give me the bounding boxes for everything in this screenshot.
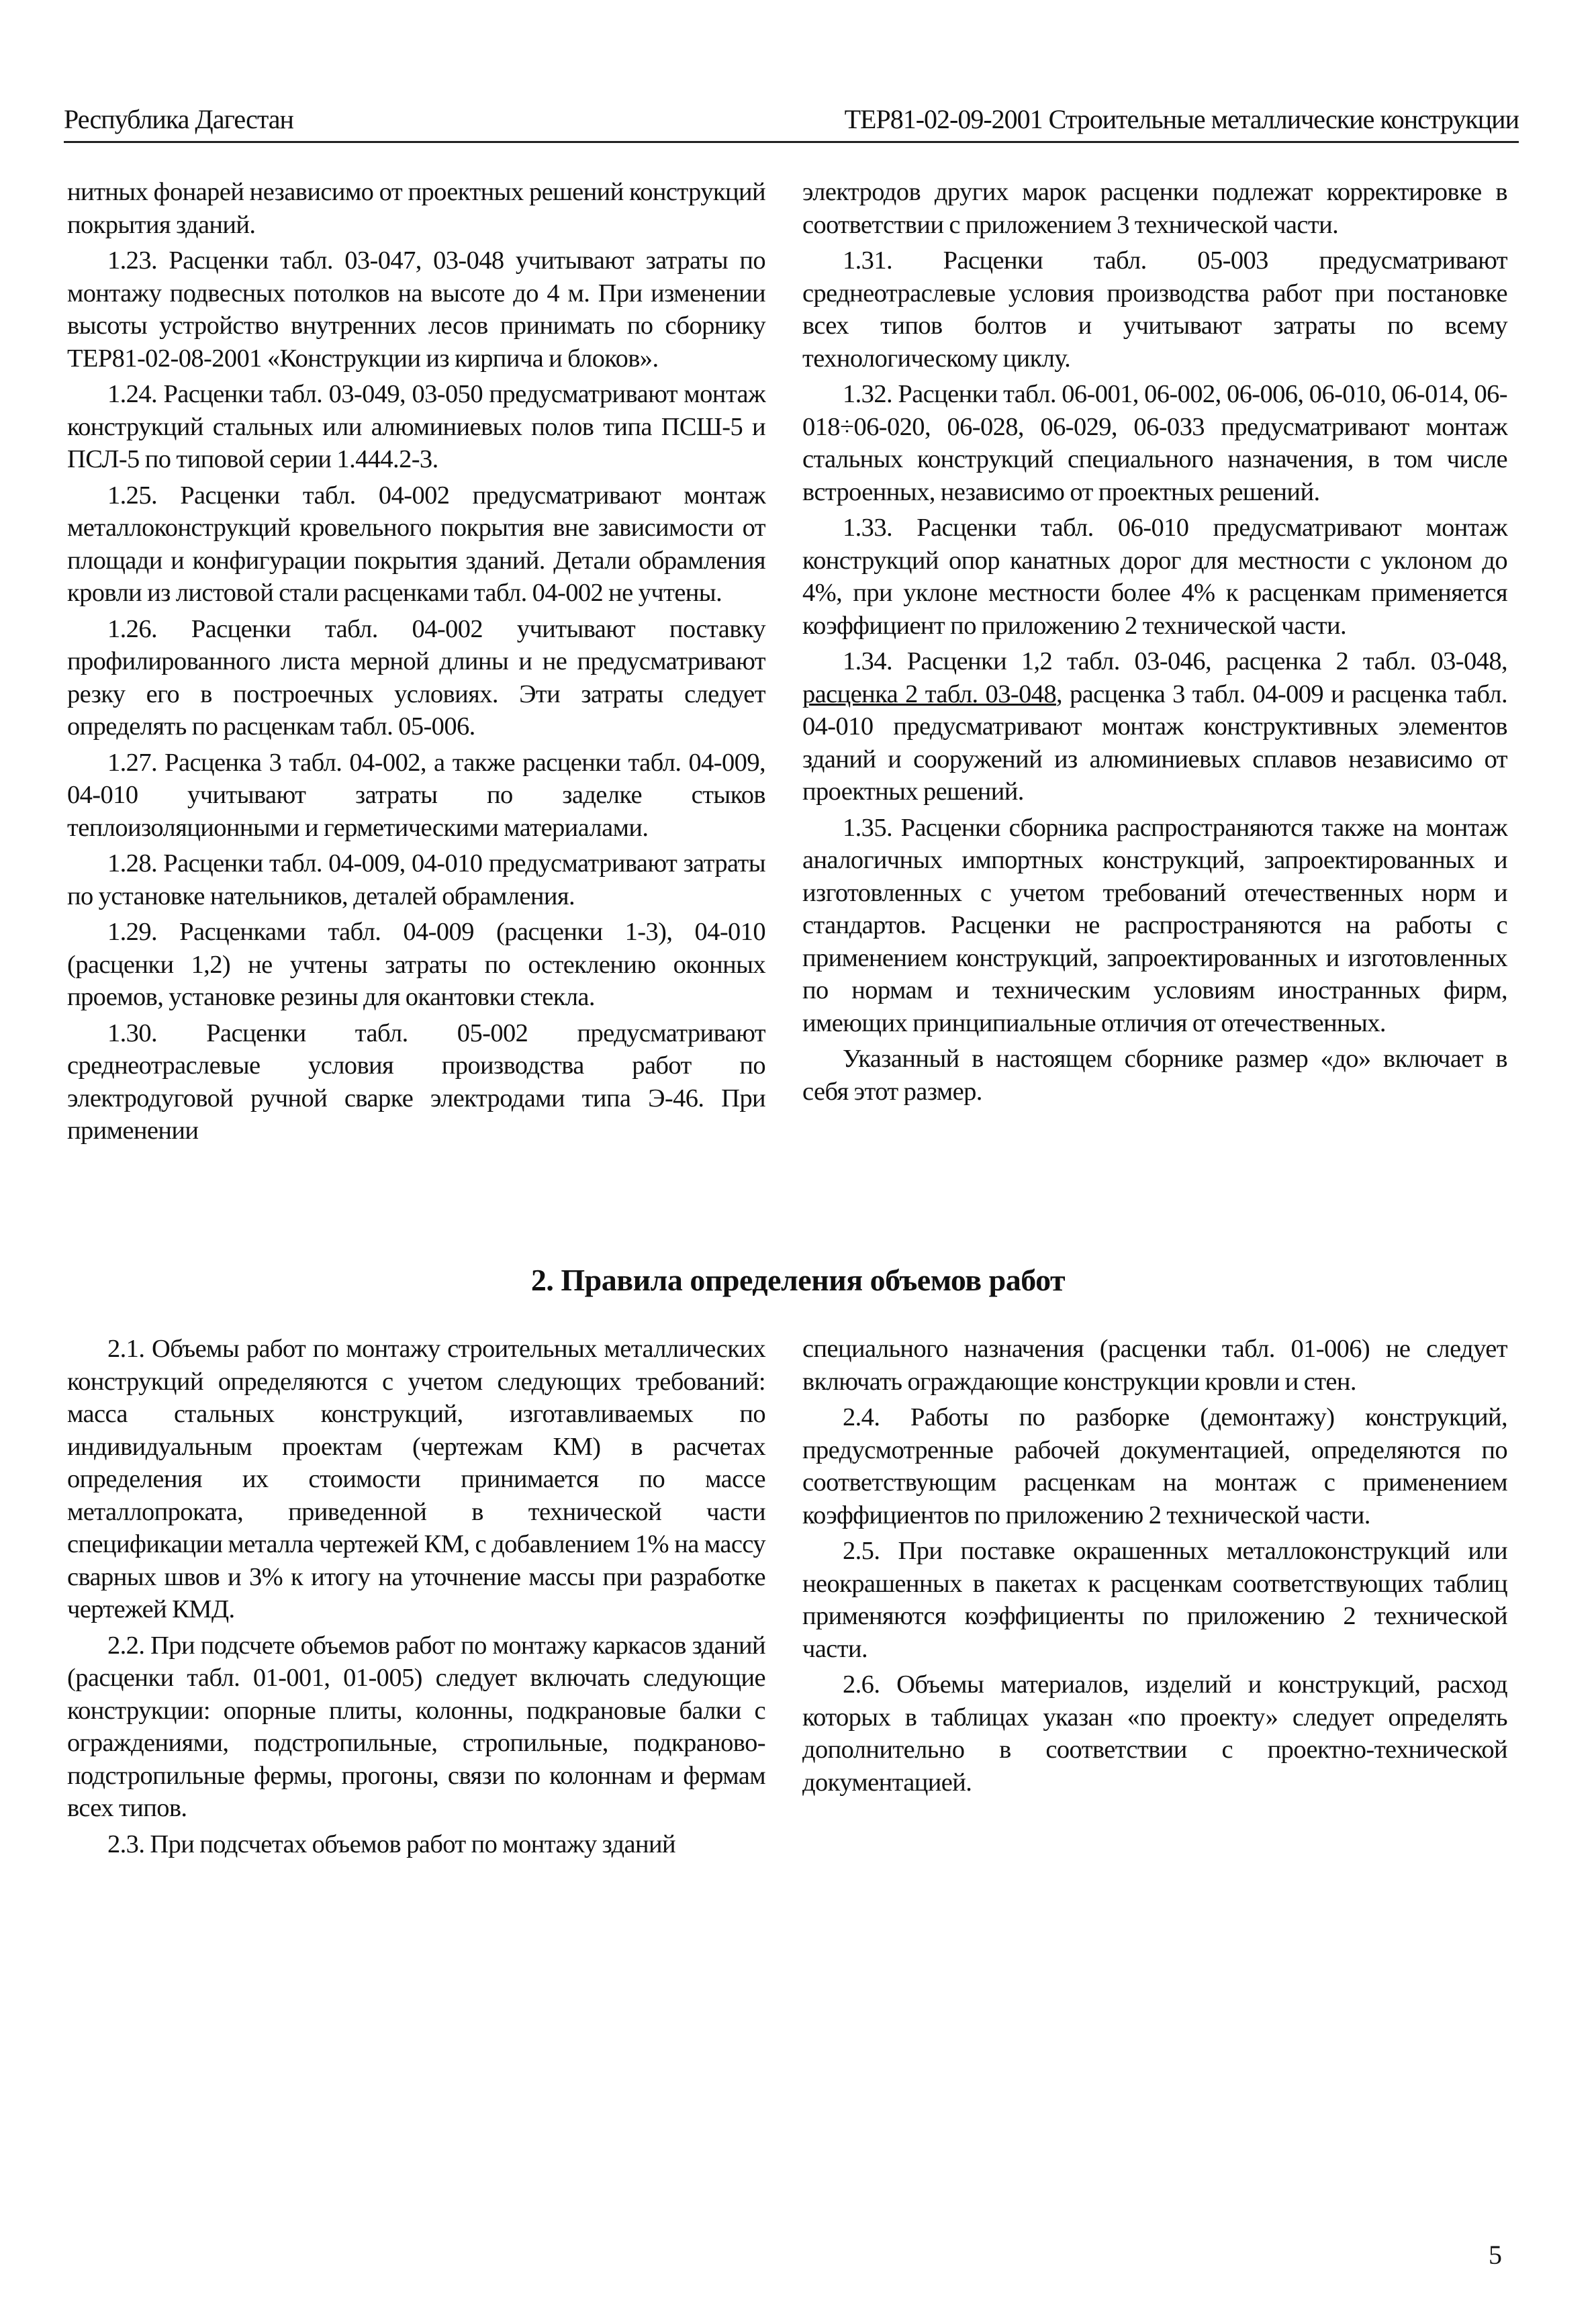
header-document-title: ТЕР81-02-09-2001 Строительные металлические конструкции (844, 104, 1519, 134)
paragraph-2-3: 2.3. При подсчетах объемов работ по монтажу зданий (107, 1830, 675, 1858)
paragraph-1-28: 1.28. Расценки табл. 04-009, 04-010 предусматривают затраты по установке нательников, деталей обрамления. (67, 849, 765, 910)
paragraph-1-24: 1.24. Расценки табл. 03-049, 03-050 предусматривают монтаж конструкций стальных или алюминиевых полов типа ПСШ-5 и ПСЛ-5 по типовой серии 1.444.2-3. (67, 380, 765, 473)
paragraph-1-35: 1.35. Расценки сборника распространяются также на монтаж аналогичных импортных конструкций, запроектированных и изготовленных с учетом требований отечественных норм и стандартов. Расценки не распространяются на работы с применением конструкций, запроектированных и изготовленных по нормам и техническим условиям иностранных фирм, имеющих принципиальные отличия от отечественных. (802, 813, 1507, 1037)
bottom-left-column (67, 1333, 765, 1864)
paragraph-2-2: 2.2. При подсчете объемов работ по монтажу каркасов зданий (расценки табл. 01-001, 01-005) следует включать следующие конструкции: опорные плиты, колонны, подкрановые балки с ограждениями, подстропильные, стропильные, подкраново-подстропильные фермы, прогоны, связи по колоннам и фермам всех типов. (67, 1631, 765, 1822)
paragraph-1-31: 1.31. Расценки табл. 05-003 предусматривают среднеотраслевые условия производства работ при постановке всех типов болтов и учитывают затраты по всему технологическому циклу. (802, 246, 1507, 373)
paragraph-1-27: 1.27. Расценка 3 табл. 04-002, а также расценки табл. 04-009, 04-010 учитывают затраты по заделке стыков теплоизоляционными и герметическими материалами. (67, 748, 765, 842)
paragraph-2-1: 2.1. Объемы работ по монтажу строительных металлических конструкций определяются с учетом следующих требований: масса стальных конструкций, изготавливаемых по индивидуальным проектам (чертежам КМ) в расчетах определения их стоимости принимается по массе металлопроката, приведенной в технической части спецификации металла чертежей КМ, с добавлением 1% на массу сварных швов и 3% к итогу на уточнение массы при разработке чертежей КМД. (67, 1335, 765, 1623)
paragraph-continuation: нитных фонарей независимо от проектных решений конструкций покрытия зданий. (67, 178, 765, 239)
paragraph-2-4: 2.4. Работы по разборке (демонтажу) конструкций, предусмотренные рабочей документацией, определяются по соответствующим расценкам на монтаж с применением коэффициентов по приложению 2 технической части. (802, 1403, 1507, 1529)
top-left-column (67, 176, 765, 1151)
paragraph-continuation-3: специального назначения (расценки табл. 01-006) не следует включать ограждающие конструкции кровли и стен. (802, 1335, 1507, 1396)
page-number: 5 (1489, 2240, 1502, 2270)
paragraph-continuation-2: электродов других марок расценки подлежат корректировке в соответствии с приложением 3 технической части. (802, 178, 1507, 239)
section-title: 2. Правила определения объемов работ (530, 1263, 1066, 1297)
top-right-column (802, 176, 1507, 1111)
page-header (64, 94, 1519, 143)
paragraph-1-23: 1.23. Расценки табл. 03-047, 03-048 учитывают затраты по монтажу подвесных потолков на высоте до 4 м. При изменении высоты устройство внутренних лесов принимать по сборнику ТЕР81-02-08-2001 «Конструкции из кирпича и блоков». (67, 246, 765, 373)
paragraph-1-26: 1.26. Расценки табл. 04-002 учитывают поставку профилированного листа мерной длины и не предусматривают резку его в построечных условиях. Эти затраты следует определять по расценкам табл. 05-006. (67, 614, 765, 741)
paragraph-2-5: 2.5. При поставке окрашенных металлоконструкций или неокрашенных в пакетах к расценкам соответствующих таблиц применяются коэффициенты по приложению 2 технической части. (802, 1537, 1507, 1663)
paragraph-2-6: 2.6. Объемы материалов, изделий и конструкций, расход которых в таблицах указан «по проекту» следует определять дополнительно в соответствии с проектно-технической документацией. (802, 1670, 1507, 1797)
paragraph-1-34-underlined: расценка 2 табл. 03-048 (802, 679, 1057, 708)
paragraph-1-32: 1.32. Расценки табл. 06-001, 06-002, 06-006, 06-010, 06-014, 06-018÷06-020, 06-028, 06-029, 06-033 предусматривают монтаж стальных конструкций специального назначения, в том числе встроенных, независимо от проектных решений. (802, 380, 1507, 506)
bottom-right-column (802, 1333, 1507, 1802)
paragraph-1-29: 1.29. Расценками табл. 04-009 (расценки 1-3), 04-010 (расценки 1,2) не учтены затраты по остеклению оконных проемов, установке резины для окантовки стекла. (67, 918, 765, 1011)
paragraph-1-25: 1.25. Расценки табл. 04-002 предусматривают монтаж металлоконструкций кровельного покрытия вне зависимости от площади и конфигурации покрытия зданий. Детали обрамления кровли из листовой стали расценками табл. 04-002 не учтены. (67, 481, 765, 607)
paragraph-1-34-start: 1.34. Расценки 1,2 табл. 03-046, расценка 2 табл. 03-048, (843, 647, 1507, 675)
paragraph-do-note: Указанный в настоящем сборнике размер «до» включает в себя этот размер. (802, 1045, 1507, 1106)
paragraph-1-30: 1.30. Расценки табл. 05-002 предусматривают среднеотраслевые условия производства работ по электродуговой ручной сварке электродами типа Э-46. При применении (67, 1019, 765, 1145)
paragraph-1-34-end: , расценка 3 табл. 04-009 и расценка табл. 04-010 предусматривают монтаж конструктивных элементов зданий и сооружений из алюминиевых сплавов независимо от проектных решений. (802, 679, 1507, 806)
paragraph-1-33: 1.33. Расценки табл. 06-010 предусматривают монтаж конструкций опор канатных дорог для местности с уклоном до 4%, при уклоне местности более 4% к расценкам применяется коэффициент по приложению 2 технической части. (802, 514, 1507, 640)
header-region: Республика Дагестан (64, 104, 293, 134)
paragraph-1-34 (802, 645, 1507, 808)
